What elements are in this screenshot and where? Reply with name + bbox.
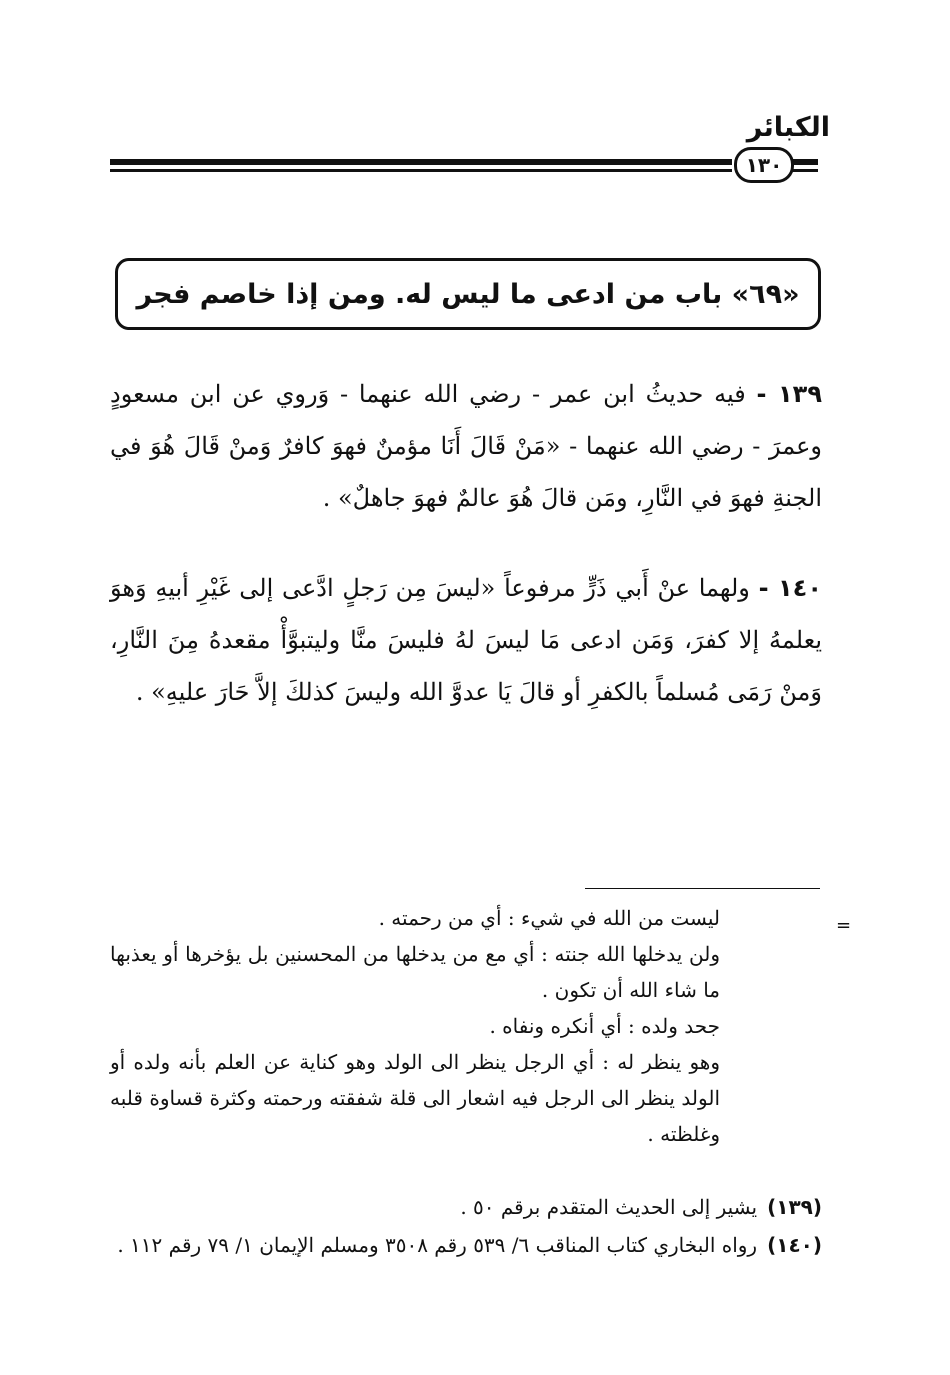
hadith-paragraph [110,368,822,524]
gloss-entry: جحد ولده : أي أنكره ونفاه . [489,1014,720,1038]
header-rule [110,159,732,165]
hadith-text: ولهما عنْ أَبي ذَرٍّ مرفوعاً «ليسَ مِن رَجلٍ ادَّعى إلى غَيْرِ أبيهِ وَهوَ يعلمهُ إلا كفرَ، وَمَن ادعى مَا ليسَ لهُ فليسَ منَّا وليتبوَّأْ مقعدهُ مِنَ النَّارِ، وَمنْ رَمَى مُسلماً بالكفرِ أو قالَ يَا عدوَّ الله وليسَ كذلكَ إلاَّ حَارَ عليهِ» . [110,574,823,706]
gloss-entry: ليست من الله في شيء : أي من رحمته . [378,906,720,930]
reference-number: (١٤٠) [767,1233,822,1257]
reference-text: رواه البخاري كتاب المناقب ٦/ ٥٣٩ رقم ٣٥٠٨ ومسلم الإيمان ١/ ٧٩ رقم ١١٢ . [117,1233,758,1257]
reference-number: (١٣٩) [767,1195,822,1219]
gloss-entry: ولن يدخلها الله جنته : أي مع من يدخلها من المحسنين بل يؤخرها أو يعذبها ما شاء الله أن تكون . [110,942,720,1002]
book-title: الكبائر [746,112,830,143]
reference-entry [110,1226,822,1264]
reference-entry [110,1188,822,1226]
page-number: ١٣٠ [734,147,794,183]
chapter-title: «٦٩» باب من ادعى ما ليس له. ومن إذا خاصم فجر [136,278,800,310]
glossary-notes [110,900,742,1152]
hadith-text: فيه حديثُ ابن عمر - رضي الله عنهما - وَروي عن ابن مسعودٍ وعمرَ - رضي الله عنهما - «مَنْ قَالَ أَنَا مؤمنٌ فهوَ كافرٌ وَمنْ قَالَ هُوَ في الجنةِ فهوَ في النَّارِ، ومَن قالَ هُوَ عالمٌ فهوَ جاهلٌ» . [110,380,822,512]
chapter-heading-box [115,258,821,330]
continuation-mark: = [836,915,852,936]
reference-text: يشير إلى الحديث المتقدم برقم ٥٠ . [460,1195,758,1219]
hadith-number: ١٣٩ - [756,380,822,408]
gloss-entry: وهو ينظر له : أي الرجل ينظر الى الولد وهو كناية عن العلم بأنه ولده أو الولد ينظر الى الرجل فيه اشعار الى قلة شفقته ورحمته وكثرة قساوة قلبه وغلظته . [110,1050,720,1146]
header-rule [790,169,818,172]
footnote-separator [585,888,820,889]
hadith-paragraph [110,562,822,718]
hadith-number: ١٤٠ - [758,574,822,602]
header-rule [110,169,732,172]
header-rule [790,159,818,165]
reference-notes [110,1188,822,1264]
